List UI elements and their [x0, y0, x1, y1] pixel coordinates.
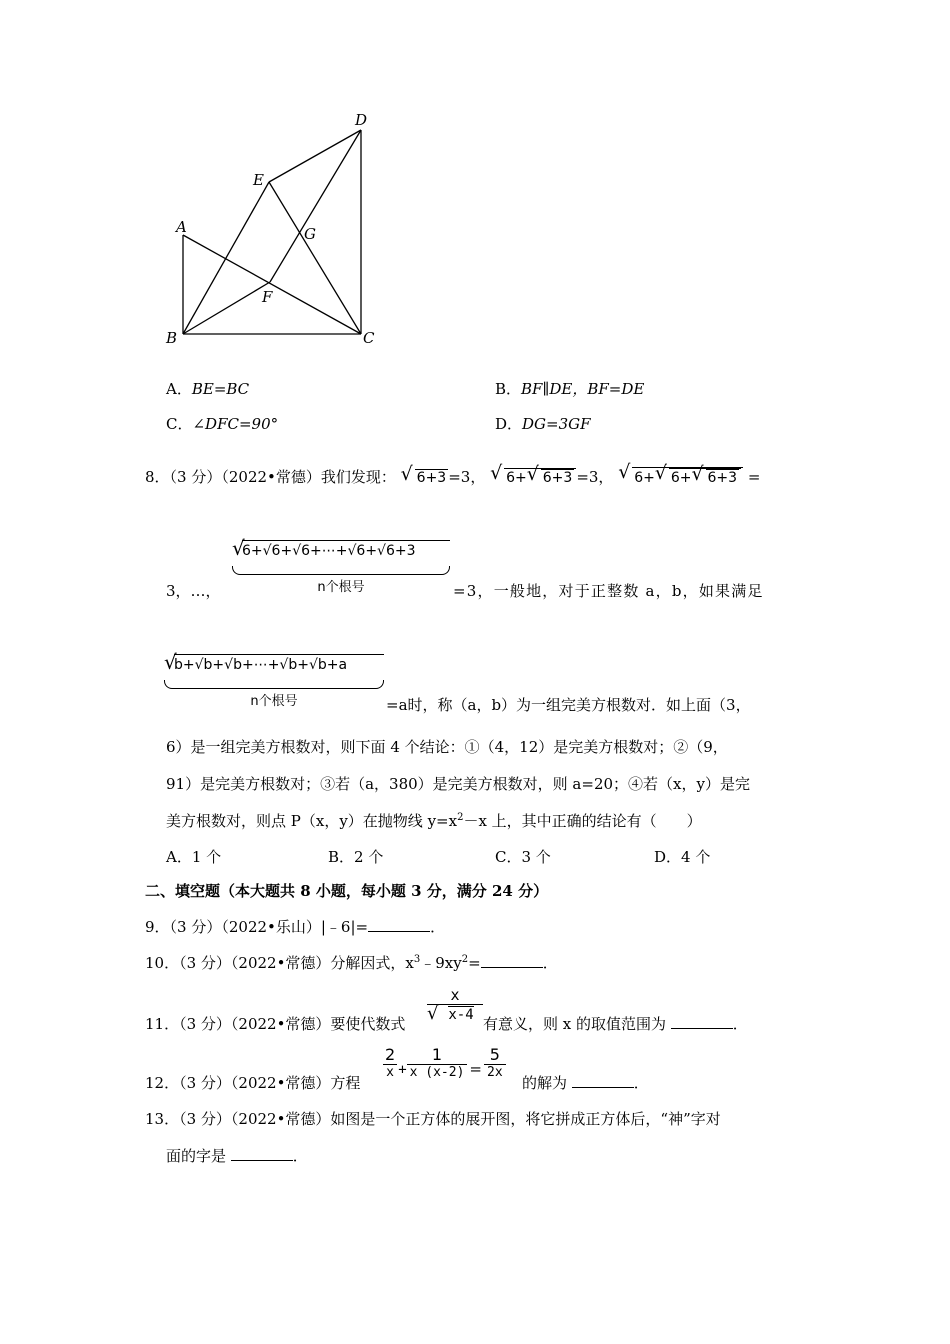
segment-ac: [183, 235, 361, 334]
equals-sign: =: [469, 1060, 482, 1078]
question-text: 的解为: [522, 1074, 568, 1092]
denominator: [427, 1004, 483, 1023]
period: ．: [542, 954, 558, 972]
question-text: 有意义，则 x 的取值范围为: [483, 1015, 666, 1033]
answer-blank[interactable]: [368, 917, 430, 932]
text-segment: －x 上，其中正确的结论有（ ）: [463, 812, 702, 830]
q8-option-d: D．4 个: [654, 848, 711, 866]
segment-be: [183, 182, 269, 334]
answer-blank[interactable]: [231, 1146, 293, 1161]
q8-line6: [166, 810, 702, 831]
radicand: 6+: [506, 470, 527, 486]
q8-line1: [145, 461, 761, 487]
superscript: 2: [457, 812, 464, 823]
question-number: 10．: [145, 954, 180, 972]
denominator: x: [383, 1064, 397, 1080]
question-text: ﹣9xy: [420, 954, 462, 972]
option-text: BF∥DE，BF=DE: [521, 380, 645, 398]
option-letter: C．: [166, 415, 193, 433]
q11-fraction: [427, 986, 483, 1023]
period: ．: [732, 1015, 748, 1033]
radicand-inner: 6+3: [542, 470, 573, 486]
q13-line1: [145, 1108, 721, 1129]
label-d: D: [355, 111, 368, 129]
geometry-figure: [160, 105, 390, 355]
q8-line4: 6）是一组完美方根数对，则下面 4 个结论：①（4，12）是完美方根数对；②（9，: [166, 738, 728, 756]
option-letter: B．: [495, 380, 522, 398]
numerator: 2: [385, 1045, 396, 1064]
period: ．: [292, 1147, 308, 1165]
q9: [145, 916, 445, 937]
question-text: （3 分）（2022•常德）如图是一个正方体的展开图，将它拼成正方体后，“神”字对: [179, 1110, 721, 1128]
radical-sign: √: [232, 536, 245, 560]
radicand-inner: 6+3: [707, 470, 738, 486]
q8-line5: 91）是完美方根数对；③若（a，380）是完美方根数对，则 a=20；④若（x，y）是完: [166, 775, 750, 793]
period: ．: [430, 918, 446, 936]
question-number: 13．: [145, 1110, 180, 1128]
superscript: 3: [413, 954, 421, 965]
q7-option-d: [495, 413, 591, 434]
brace-label: n个根号: [250, 694, 298, 709]
label-f: F: [262, 288, 273, 306]
q12-equation: [382, 1045, 506, 1080]
segment-bf: [183, 282, 270, 334]
radicand: 6+3: [416, 470, 447, 486]
q8-line2-start: 3，…，: [166, 582, 221, 600]
q7-option-a: [166, 378, 249, 399]
question-number: 11．: [145, 1015, 180, 1033]
question-number: 9．: [145, 918, 170, 936]
option-text: DG=3GF: [522, 415, 591, 433]
q10: [145, 952, 558, 973]
radical-sign: √: [427, 1003, 439, 1024]
fraction-1: [382, 1045, 398, 1080]
q8-option-a: A．1 个: [166, 848, 222, 866]
fraction-3: [484, 1045, 506, 1080]
question-text: （3 分）（2022•常德）方程: [179, 1074, 361, 1092]
plus-sign: +: [398, 1062, 407, 1078]
nested-radical-text: b+√b+√b+⋯+√b+√b+a: [174, 654, 384, 673]
numerator: 1: [431, 1045, 443, 1064]
underbrace: [164, 680, 384, 689]
denominator: 2x: [484, 1064, 506, 1080]
radicand: x-4: [448, 1007, 474, 1023]
q7-option-c: [166, 413, 278, 434]
q11-prefix: [145, 1013, 405, 1034]
radicand: 6+: [670, 470, 692, 486]
q8-line3-rest: =a时，称（a，b）为一组完美方根数对．如上面（3，: [386, 696, 751, 714]
question-text: 面的字是: [166, 1147, 227, 1165]
label-c: C: [363, 329, 375, 347]
option-letter: D．: [495, 415, 523, 433]
equals-sign: =: [468, 954, 481, 972]
section-title: 二、填空题（本大题共 8 小题，每小题 3 分，满分 24 分）: [145, 882, 549, 900]
q8-option-c: C．3 个: [495, 848, 551, 866]
denominator: x (x-2): [407, 1064, 468, 1080]
q11-suffix: [483, 1013, 748, 1034]
question-text: （3 分）（2022•常德）要使代数式: [179, 1015, 406, 1033]
fraction-2: [407, 1045, 468, 1080]
numerator: 5: [489, 1045, 500, 1064]
equals-three: =3，: [448, 468, 486, 486]
question-header: （3 分）（2022•常德）我们发现：: [169, 468, 396, 486]
answer-blank[interactable]: [671, 1014, 733, 1029]
q12-suffix: [522, 1072, 649, 1093]
question-number: 12．: [145, 1074, 180, 1092]
segment-ed: [269, 130, 361, 182]
question-text: （3 分）（2022•乐山）|﹣6|=: [169, 918, 369, 936]
question-number: 8．: [145, 468, 170, 486]
option-text: ∠DFC=90°: [192, 415, 279, 433]
radical-sign: √: [164, 650, 177, 674]
equals-sign: =: [747, 468, 761, 486]
nested-radical-expression-1: [232, 536, 450, 600]
answer-blank[interactable]: [481, 953, 543, 968]
numerator: x: [450, 986, 460, 1004]
q12-prefix: [145, 1072, 360, 1093]
segment-ec: [269, 182, 361, 334]
q8-line2-rest: =3，一般地，对于正整数 a，b，如果满足: [453, 582, 764, 600]
brace-label: n个根号: [317, 580, 365, 595]
q8-option-b: B．2 个: [328, 848, 384, 866]
underbrace: [232, 566, 450, 575]
equals-three: =3，: [576, 468, 614, 486]
nested-radical-expression-2: [164, 650, 384, 714]
label-e: E: [253, 171, 264, 189]
nested-radical-text: 6+√6+√6+⋯+√6+√6+3: [242, 540, 450, 559]
label-b: B: [166, 329, 178, 347]
period: ．: [633, 1074, 649, 1092]
superscript: 2: [461, 954, 469, 965]
label-g: G: [304, 225, 316, 243]
answer-blank[interactable]: [572, 1073, 634, 1088]
radical-3: √ 6+ √ 6+ √ 6+3: [618, 467, 743, 486]
option-text: BE=BC: [191, 380, 250, 398]
option-letter: A．: [166, 380, 192, 398]
question-text: （3 分）（2022•常德）分解因式，x: [179, 954, 414, 972]
q7-option-b: [495, 378, 644, 399]
q13-line2: [166, 1145, 308, 1166]
radicand: 6+: [634, 470, 655, 486]
radical-1: √ 6+3: [400, 463, 447, 486]
radical-2: √ 6+ √ 6+3: [490, 468, 576, 486]
text-segment: 美方根数对，则点 P（x，y）在抛物线 y=x: [166, 812, 458, 830]
label-a: A: [176, 218, 187, 236]
